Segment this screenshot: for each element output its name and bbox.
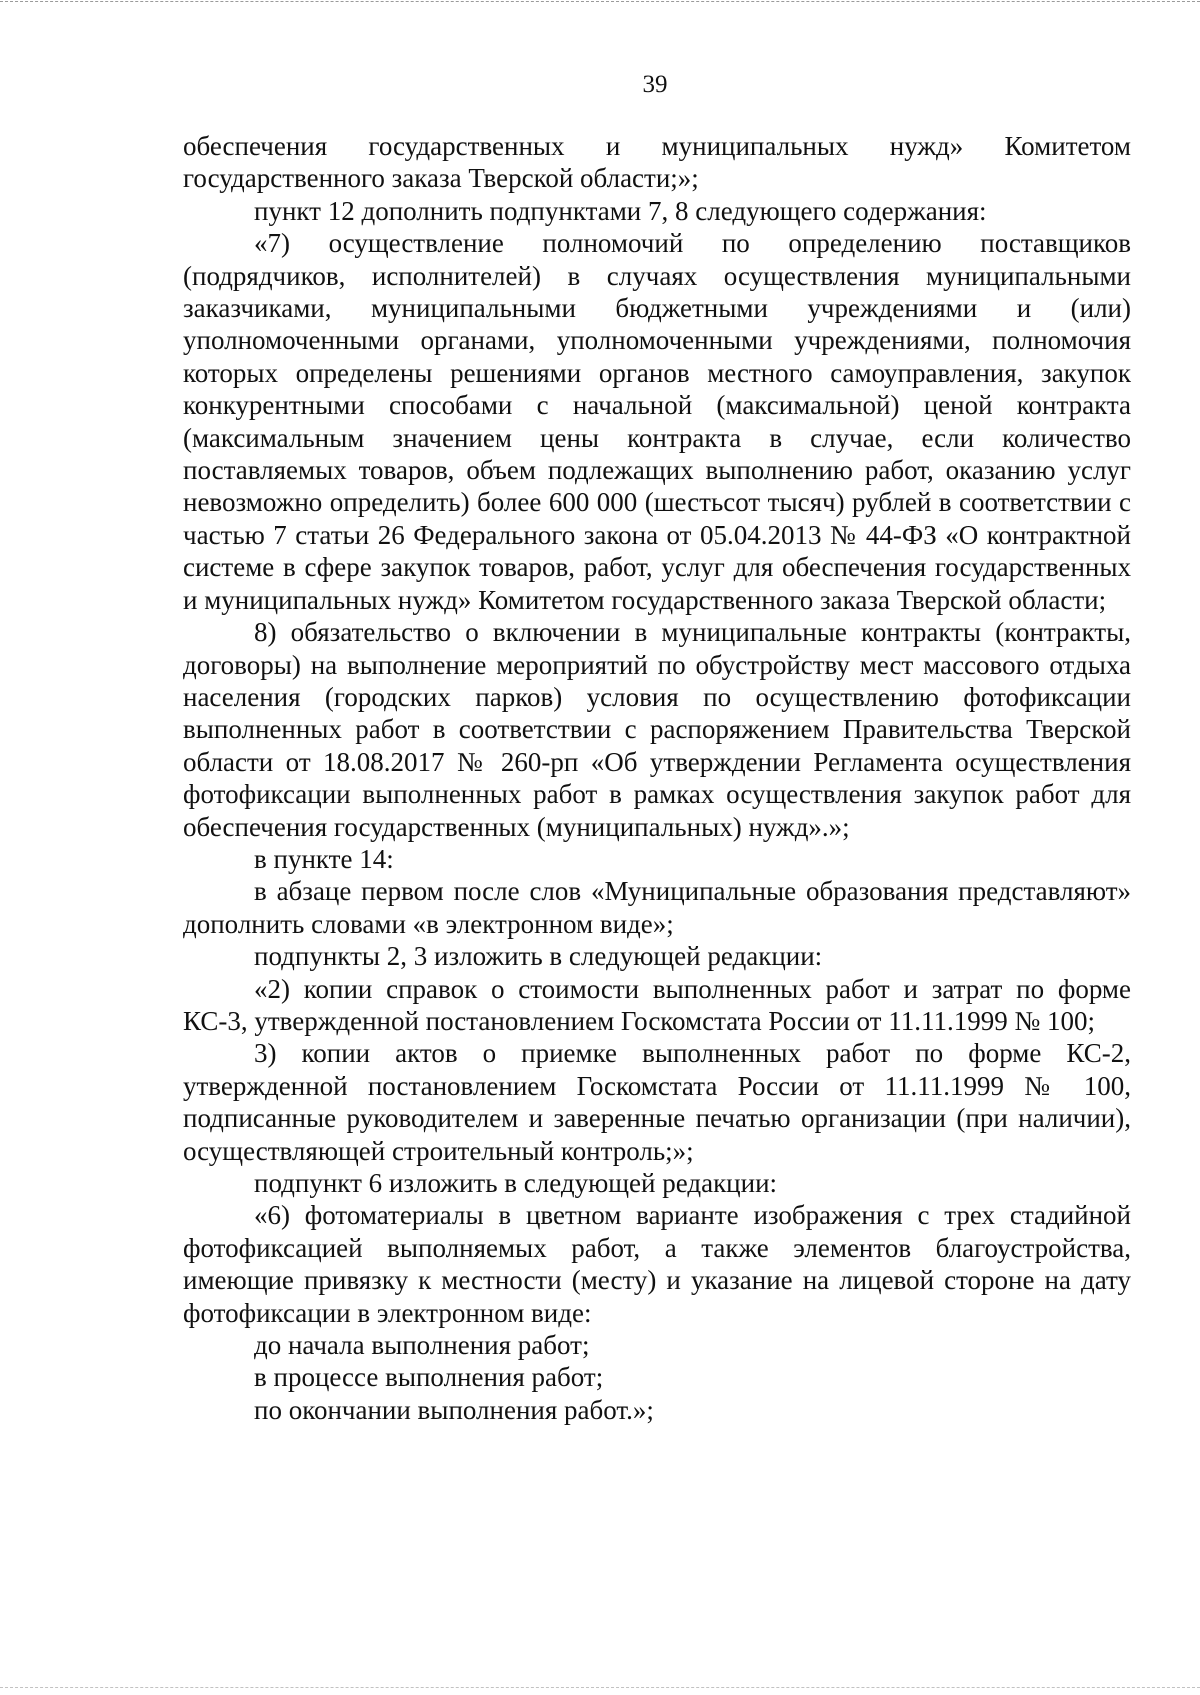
stage-item: в процессе выполнения работ; bbox=[254, 1362, 604, 1393]
page-number: 39 bbox=[642, 71, 668, 98]
scan-edge-top bbox=[0, 1, 1200, 2]
paragraph: в абзаце первом после слов «Муниципальные образования представляют» дополнить словами «в электронном виде»; bbox=[183, 876, 1131, 939]
paragraph: обеспечения государственных и муниципальных нужд» Комитетом государственного заказа Тверской области;»; bbox=[183, 131, 1131, 194]
paragraph: в пункте 14: bbox=[254, 843, 394, 874]
paragraph: «2) копии справок о стоимости выполненных работ и затрат по форме КС-3, утвержденной постановлением Госкомстата России от 11.11.1999 № 100; bbox=[183, 973, 1131, 1036]
scan-edge-bottom bbox=[0, 1687, 1200, 1688]
paragraph: 3) копии актов о приемке выполненных работ по форме КС-2, утвержденной постановлением Госкомстата России от 11.11.1999 № 100, подписанные руководителем и заверенные печатью организации (при наличии), осуществляющей строительный контроль;»; bbox=[183, 1038, 1131, 1166]
paragraph: подпункт 6 изложить в следующей редакции: bbox=[254, 1168, 778, 1198]
paragraph: подпункты 2, 3 изложить в следующей редакции: bbox=[254, 941, 823, 972]
stage-item: по окончании выполнения работ.»; bbox=[254, 1394, 654, 1425]
paragraph: «6) фотоматериалы в цветном варианте изображения с трех стадийной фотофиксацией выполняемых работ, а также элементов благоустройства, имеющие привязку к местности (месту) и указание на лицевой стороне на дату фотофиксации в электронном виде: bbox=[183, 1200, 1131, 1328]
paragraph: пункт 12 дополнить подпунктами 7, 8 следующего содержания: bbox=[254, 195, 987, 226]
paragraph: 8) обязательство о включении в муниципальные контракты (контракты, договоры) на выполнение мероприятий по обустройству мест массового отдыха населения (городских парков) условия по осуществлению фотофиксации выполненных работ в соответствии с распоряжением Правительства Тверской области от 18.08.2017 № 260-рп «Об утверждении Регламента осуществления фотофиксации выполненных работ в рамках осуществления закупок работ для обеспечения государственных (муниципальных) нужд».»; bbox=[183, 617, 1131, 842]
stage-item: до начала выполнения работ; bbox=[254, 1330, 590, 1361]
paragraph: «7) осуществление полномочий по определению поставщиков (подрядчиков, исполнителей) в случаях осуществления муниципальными заказчиками, муниципальными бюджетными учреждениями и (или) уполномоченными органами, уполномоченными учреждениями, полномочия которых определены решениями органов местного самоуправления, закупок конкурентными способами с начальной (максимальной) ценой контракта (максимальным значением цены контракта в случае, если количество поставляемых товаров, объем подлежащих выполнению работ, оказанию услуг невозможно определить) более 600 000 (шестьсот тысяч) рублей в соответствии с частью 7 статьи 26 Федерального закона от 05.04.2013 № 44-ФЗ «О контрактной системе в сфере закупок товаров, работ, услуг для обеспечения государственных и муниципальных нужд» Комитетом государственного заказа Тверской области; bbox=[183, 228, 1131, 615]
document-body bbox=[183, 130, 1131, 1426]
